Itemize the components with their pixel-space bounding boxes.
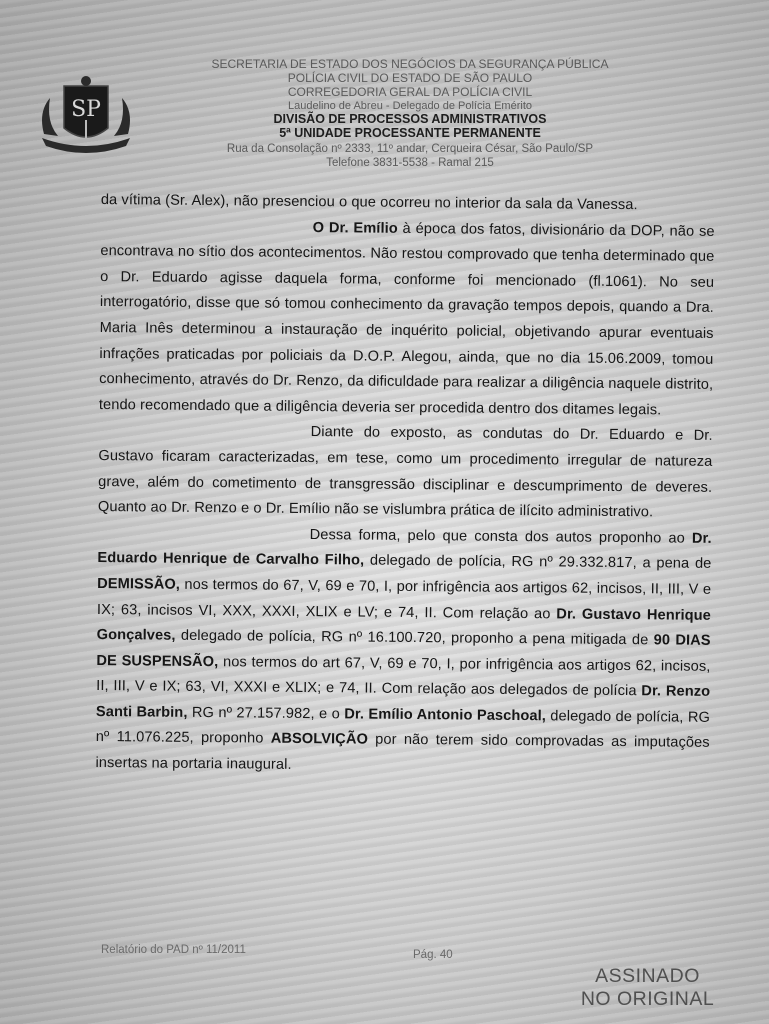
emilio-full-name: Dr. Emílio Antonio Paschoal, bbox=[344, 706, 547, 725]
renzo-name: Dr. Renzo Santi Barbin, bbox=[95, 683, 711, 721]
p4-text-c: delegado de polícia, RG nº 29.332.817, a pena de bbox=[364, 552, 712, 573]
paragraph-3: Diante do exposto, as condutas do Dr. Eduardo e Dr. Gustavo ficaram caracterizadas, em tese, como um procedimento irregular de natureza grave, além do cometimento de transgressão disciplinar e descumprimento de deveres. Quanto ao Dr. Renzo e o Dr. Emílio não se vislumbra prática de ilícito administrativo. bbox=[97, 424, 713, 521]
p4-text-e: nos termos do 67, V, 69 e 70, I, por infrigência aos artigos 62, incisos, II, III, V e IX; 63, incisos VI, XXX, XXXI, XLIX e LV; e 74, II. Com relação ao bbox=[96, 576, 712, 622]
p4-text-g: delegado de polícia, RG nº 16.100.720, proponho a pena mitigada de bbox=[175, 627, 654, 649]
p4-text-k: RG nº 27.157.982, e o bbox=[187, 704, 345, 723]
stamp-line-2: NO ORIGINAL bbox=[580, 988, 715, 1010]
eduardo-name: Dr. Eduardo Henrique de Carvalho Filho, bbox=[97, 530, 712, 569]
p4-text-o: por não terem sido comprovadas as imputações insertas na portaria inaugural. bbox=[95, 732, 710, 773]
header-laudelino: Laudelino de Abreu - Delegado de Polícia Emérito bbox=[288, 100, 532, 112]
header-policia-civil: POLÍCIA CIVIL DO ESTADO DE SÃO PAULO bbox=[287, 71, 533, 85]
header-phone: Telefone 3831-5538 - Ramal 215 bbox=[326, 157, 494, 169]
seal-letters: SP bbox=[71, 97, 101, 122]
emilio-name: O Dr. Emílio bbox=[312, 219, 398, 237]
header-corregedoria: CORREGEDORIA GERAL DA POLÍCIA CIVIL bbox=[287, 85, 533, 99]
paragraph-4 bbox=[95, 521, 711, 783]
paragraph-1: da vítima (Sr. Alex), não presenciou o que ocorreu no interior da sala da Vanessa. bbox=[100, 191, 638, 214]
p4-text-a: Dessa forma, pelo que consta dos autos proponho ao bbox=[309, 526, 692, 547]
header-secretaria: SECRETARIA DE ESTADO DOS NEGÓCIOS DA SEGURANÇA PÚBLICA bbox=[211, 57, 609, 71]
paragraph-2 bbox=[99, 214, 715, 425]
stamp-line-1: ASSINADO bbox=[595, 965, 700, 987]
signed-stamp bbox=[560, 965, 735, 1011]
footer-page-number: Pág. 40 bbox=[413, 949, 453, 961]
report-body bbox=[95, 188, 715, 783]
paragraph-2-text: à época dos fatos, divisionário da DOP, não se encontrava no sítio dos acontecimentos. Não restou comprovado que tenha determinado que o Dr. Eduardo agisse daquela forma, conforme foi mencionado (fl.1061). No seu interrogatório, disse que só tomou conhecimento da gravação tempos depois, quando a Dra. Maria Inês determinou a instauração de inquérito policial, objetivando apurar eventuais infrações praticadas por policiais da D.O.P. Alegou, ainda, que no dia 15.06.2009, tomou conhecimento, através do Dr. Renzo, da dificuldade para realizar a diligência naquele distrito, tendo recomendado que a diligência deveria ser procedida dentro dos ditames legais. bbox=[98, 220, 715, 419]
p4-text-i: nos termos do art 67, V, 69 e 70, I, por infrigência aos artigos 62, incisos, II, III, V e IX; 63, VI, XXXI e XLIX; e 74, II. Com relação aos delegados de polícia bbox=[96, 653, 711, 700]
p4-text-m: delegado de polícia, RG nº 11.076.225, proponho bbox=[95, 708, 711, 748]
demissao-penalty: DEMISSÃO, bbox=[97, 575, 181, 593]
coat-of-arms-icon bbox=[36, 72, 136, 162]
gustavo-name: Dr. Gustavo Henrique Gonçalves, bbox=[96, 605, 712, 644]
footer-report-id: Relatório do PAD nº 11/2011 bbox=[101, 944, 246, 956]
header-divisao: DIVISÃO DE PROCESSOS ADMINISTRATIVOS bbox=[273, 112, 547, 126]
header-unidade: 5ª UNIDADE PROCESSANTE PERMANENTE bbox=[279, 126, 541, 140]
header-address: Rua da Consolação nº 2333, 11º andar, Cerqueira César, São Paulo/SP bbox=[226, 143, 594, 155]
absolvicao-verdict: ABSOLVIÇÃO bbox=[270, 731, 369, 749]
suspensao-penalty: 90 DIAS DE SUSPENSÃO, bbox=[96, 632, 711, 670]
